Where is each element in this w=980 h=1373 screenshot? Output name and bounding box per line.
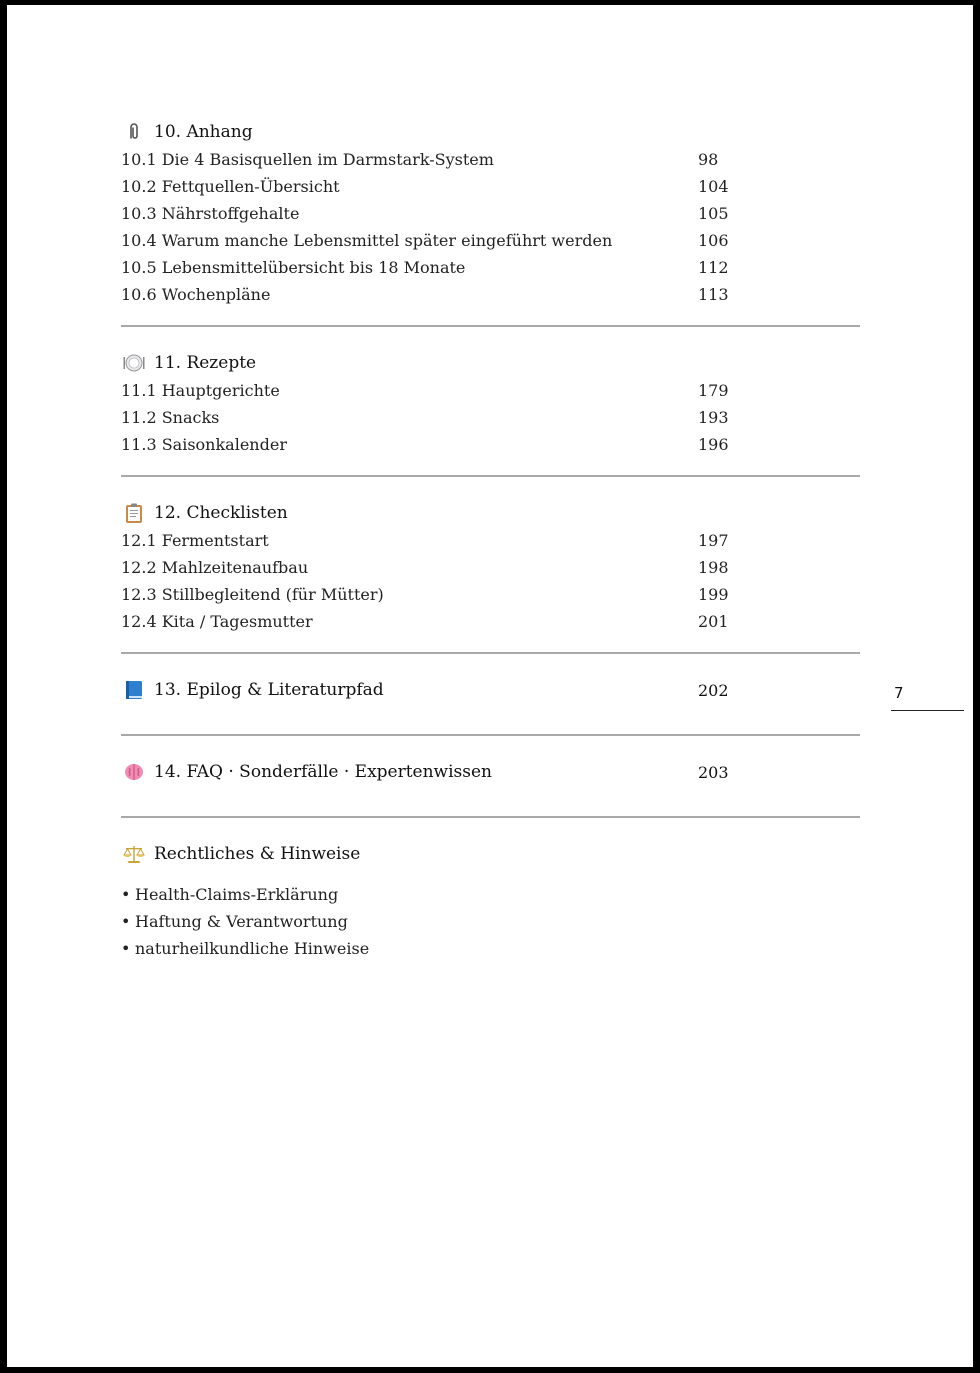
entry-page-number: 105 — [698, 204, 729, 223]
list-item-text: Haftung & Verantwortung — [135, 912, 348, 931]
entry-label: 10.3 Nährstoffgehalte — [121, 204, 300, 223]
entry-page-number: 196 — [698, 435, 729, 454]
entry-label: 12.2 Mahlzeitenaufbau — [121, 558, 309, 577]
toc-entry[interactable] — [121, 281, 866, 308]
toc-entry[interactable] — [121, 200, 866, 227]
section-title: 12. Checklisten — [154, 503, 288, 523]
entry-label: 12.1 Fermentstart — [121, 531, 269, 550]
entry-page-number: 203 — [698, 762, 729, 782]
section-title: 13. Epilog & Literaturpfad — [154, 680, 384, 700]
blue-book-icon — [123, 679, 145, 701]
bullet: • — [121, 939, 131, 958]
entry-label: 10.4 Warum manche Lebensmittel später eingeführt werden — [121, 231, 613, 250]
brain-icon — [123, 761, 145, 783]
plate-icon — [123, 352, 145, 374]
page-number: 7 — [894, 684, 904, 702]
entry-label: 11.3 Saisonkalender — [121, 435, 287, 454]
entry-page-number: 201 — [698, 612, 729, 631]
clipboard-icon — [123, 502, 145, 524]
entry-label: 11.2 Snacks — [121, 408, 220, 427]
entry-label: 12.4 Kita / Tagesmutter — [121, 612, 313, 631]
toc-entry[interactable] — [121, 227, 866, 254]
toc-entry[interactable] — [121, 608, 866, 635]
section-title: 10. Anhang — [154, 122, 253, 142]
section-title: 11. Rezepte — [154, 353, 257, 373]
section-heading[interactable] — [121, 758, 866, 786]
list-item — [121, 935, 866, 962]
toc-section-rezepte — [121, 349, 866, 458]
toc-entry[interactable] — [121, 404, 866, 431]
list-item-text: Health-Claims-Erklärung — [135, 885, 339, 904]
section-heading[interactable] — [121, 676, 866, 704]
section-heading[interactable] — [121, 118, 866, 146]
section-heading[interactable] — [121, 499, 866, 527]
entry-page-number: 106 — [698, 231, 729, 250]
entry-label: 10.5 Lebensmittelübersicht bis 18 Monate — [121, 258, 466, 277]
document-page — [7, 5, 973, 1367]
toc-section-anhang — [121, 118, 866, 308]
entry-label: 12.3 Stillbegleitend (für Mütter) — [121, 585, 384, 604]
list-item-text: naturheilkundliche Hinweise — [135, 939, 370, 958]
paperclip-icon — [123, 121, 145, 143]
entry-label: 10.1 Die 4 Basisquellen im Darmstark-System — [121, 150, 494, 169]
bullet: • — [121, 885, 131, 904]
toc-section-epilog — [121, 676, 866, 704]
entry-page-number: 179 — [698, 381, 729, 400]
entry-page-number: 98 — [698, 150, 719, 169]
entry-label: 10.2 Fettquellen-Übersicht — [121, 177, 340, 196]
scales-icon — [123, 843, 145, 865]
toc-entry[interactable] — [121, 431, 866, 458]
entry-page-number: 104 — [698, 177, 729, 196]
toc-entry[interactable] — [121, 527, 866, 554]
entry-page-number: 113 — [698, 285, 729, 304]
section-title: 14. FAQ · Sonderfälle · Expertenwissen — [154, 762, 493, 782]
section-heading[interactable] — [121, 349, 866, 377]
toc-section-checklisten — [121, 499, 866, 635]
section-heading[interactable] — [121, 840, 866, 868]
section-divider — [121, 734, 860, 736]
toc-entry[interactable] — [121, 377, 866, 404]
section-title: Rechtliches & Hinweise — [154, 844, 361, 864]
entry-label: 11.1 Hauptgerichte — [121, 381, 280, 400]
entry-page-number: 112 — [698, 258, 729, 277]
entry-page-number: 202 — [698, 680, 729, 700]
toc-entry[interactable] — [121, 254, 866, 281]
entry-label: 10.6 Wochenpläne — [121, 285, 271, 304]
bullet: • — [121, 912, 131, 931]
section-divider — [121, 325, 860, 327]
entry-page-number: 199 — [698, 585, 729, 604]
section-divider — [121, 652, 860, 654]
page-number-underline — [891, 710, 964, 711]
entry-page-number: 193 — [698, 408, 729, 427]
section-divider — [121, 816, 860, 818]
section-divider — [121, 475, 860, 477]
toc-entry[interactable] — [121, 146, 866, 173]
toc-entry[interactable] — [121, 554, 866, 581]
toc-entry[interactable] — [121, 173, 866, 200]
toc-entry[interactable] — [121, 581, 866, 608]
list-item — [121, 881, 866, 908]
entry-page-number: 197 — [698, 531, 729, 550]
toc-section-legal — [121, 840, 866, 962]
toc-section-faq — [121, 758, 866, 786]
entry-page-number: 198 — [698, 558, 729, 577]
list-item — [121, 908, 866, 935]
